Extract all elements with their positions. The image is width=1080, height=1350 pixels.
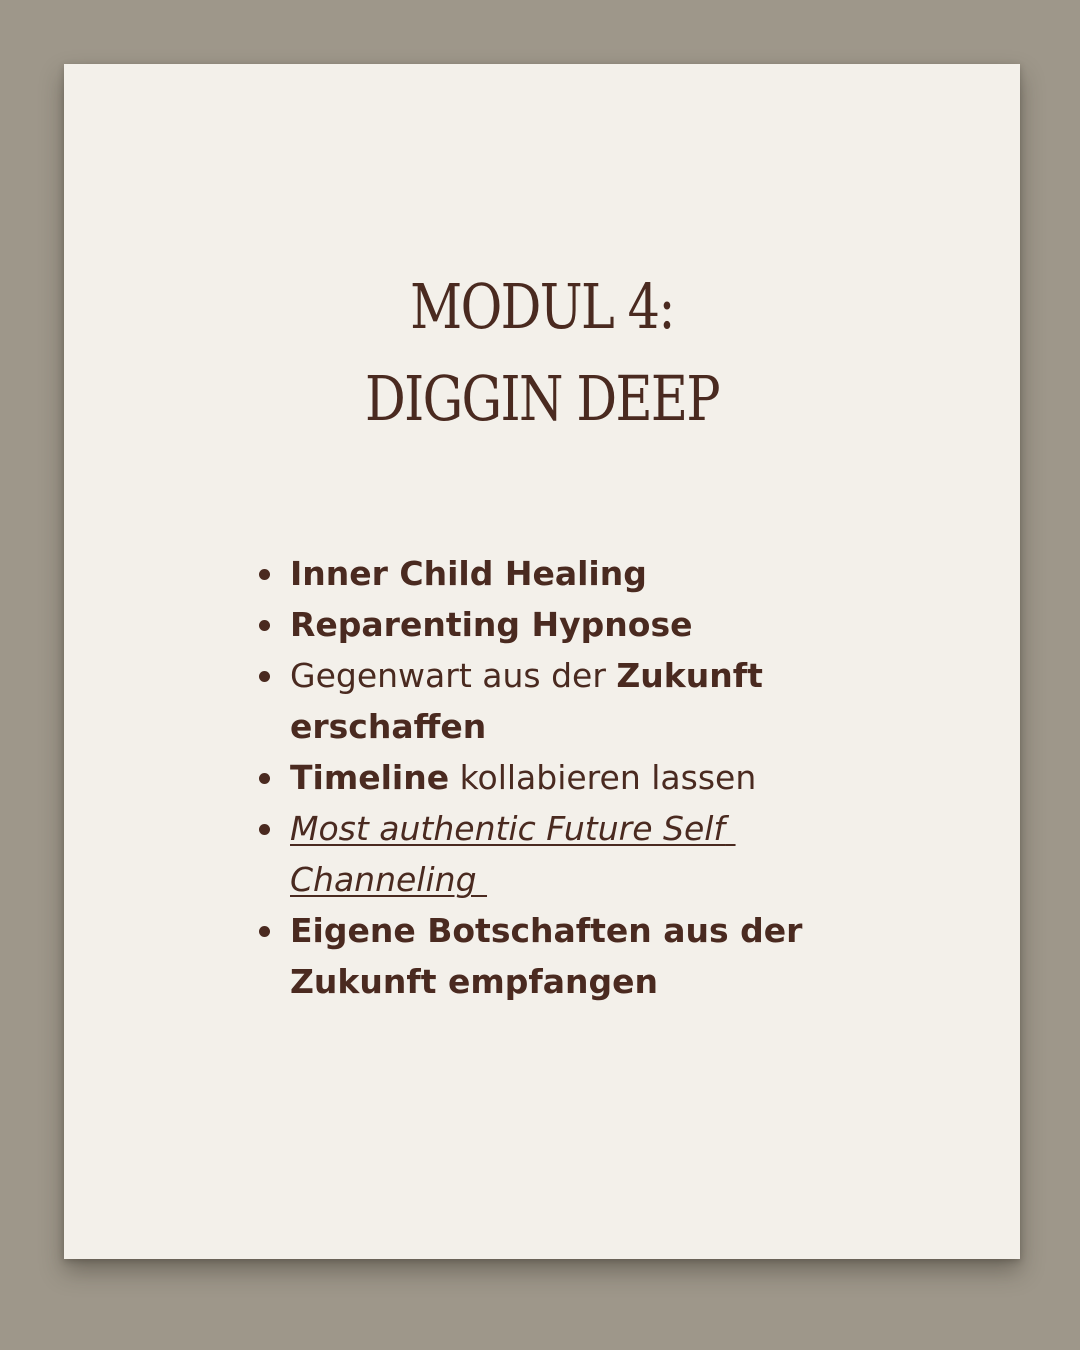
list-item-text-regular: kollabieren lassen xyxy=(449,758,757,797)
list-item-text-bold: Timeline xyxy=(290,758,450,797)
title-line-1: MODUL 4: xyxy=(410,270,674,343)
slide-card xyxy=(64,64,1020,1259)
list-item-text-regular: Gegenwart aus der xyxy=(290,656,617,695)
future-self-channeling-link[interactable]: Most authentic Future Self Channeling xyxy=(290,809,736,899)
list-item-text-bold: Zukunft erschaffen xyxy=(290,656,763,746)
list-item-text: Inner Child Healing xyxy=(290,554,647,593)
list-item xyxy=(254,905,854,1007)
topic-list xyxy=(254,548,854,1007)
list-item-text: Reparenting Hypnose xyxy=(290,605,693,644)
list-item-text: Eigene Botschaften aus der Zukunft empfangen xyxy=(290,911,803,1001)
title-line-2: DIGGIN DEEP xyxy=(365,362,719,435)
module-title xyxy=(150,261,934,445)
list-item xyxy=(254,599,854,650)
list-item xyxy=(254,752,854,803)
list-item xyxy=(254,803,854,905)
list-item xyxy=(254,548,854,599)
list-item xyxy=(254,650,854,752)
